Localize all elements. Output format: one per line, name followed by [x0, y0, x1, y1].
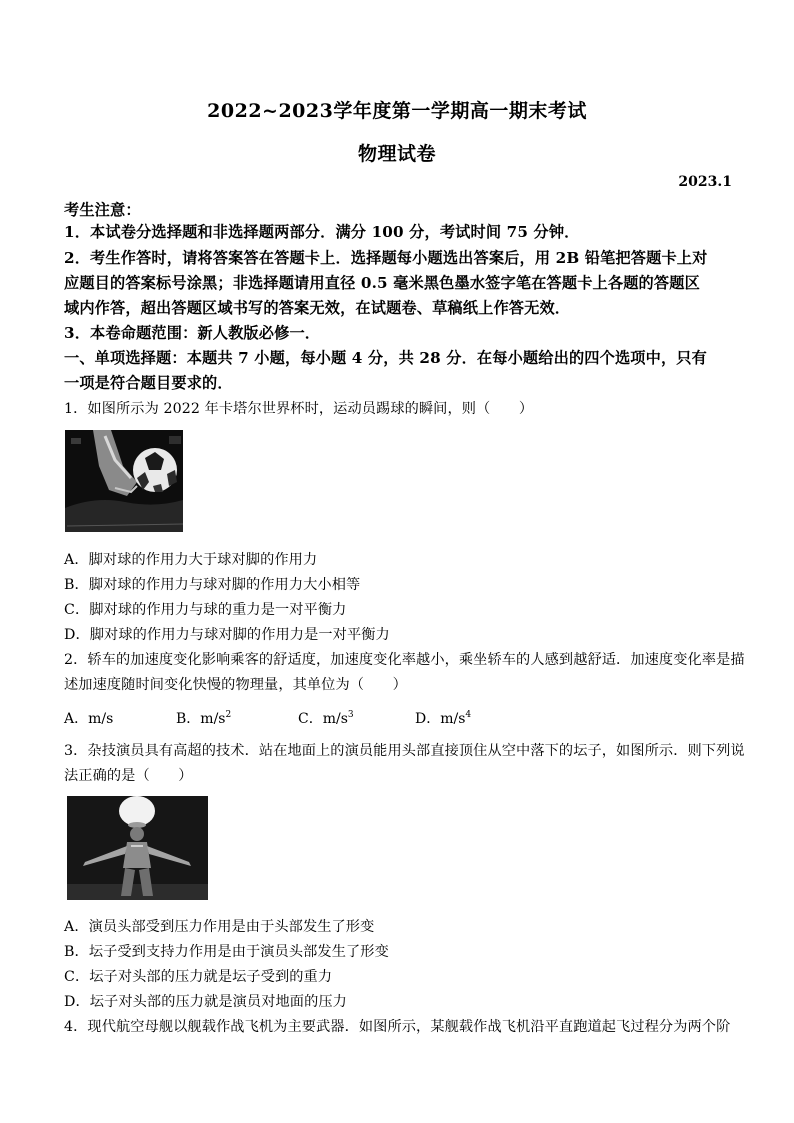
question-1-option-d: D．脚对球的作用力与球对脚的作用力是一对平衡力 [64, 627, 390, 643]
question-4-stem-line-1: 4．现代航空母舰以舰载作战飞机为主要武器．如图所示，某舰载作战飞机沿平直跑道起飞过程分为两个阶 [64, 1019, 731, 1035]
acrobat-jar-photo [67, 796, 208, 900]
question-2-stem-line-2: 述加速度随时间变化快慢的物理量，其单位为（ ） [64, 677, 407, 693]
question-2-options [64, 708, 544, 728]
question-2-option-c: C．$m/s^3$ [298, 710, 354, 727]
question-3-option-c: C．坛子对头部的压力就是坛子受到的重力 [64, 969, 333, 985]
question-2-option-b: B．$m/s^2$ [176, 710, 232, 727]
section-heading-line-2: 一项是符合题目要求的． [64, 374, 233, 392]
soccer-kick-photo [65, 430, 183, 532]
section-heading-line-1: 一、单项选择题：本题共 7 小题，每小题 4 分，共 28 分．在每小题给出的四个选项中，只有 [64, 349, 707, 367]
question-3-stem-line-2: 法正确的是（ ） [64, 768, 193, 784]
question-1-stem: 1．如图所示为 2022 年卡塔尔世界杯时，运动员踢球的瞬间，则（ ） [64, 401, 534, 417]
notice-item-1: 1．本试卷分选择题和非选择题两部分．满分 100 分，考试时间 75 分钟． [64, 223, 580, 241]
notice-item-2-line-3: 域内作答，超出答题区域书写的答案无效，在试题卷、草稿纸上作答无效． [64, 299, 571, 317]
question-2-option-d: D．$m/s^4$ [415, 710, 472, 727]
question-2-stem-line-1: 2．轿车的加速度变化影响乘客的舒适度，加速度变化率越小，乘坐轿车的人感到越舒适．加速度变化率是描 [64, 652, 745, 668]
notice-item-2-line-2: 应题目的答案标号涂黑；非选择题请用直径 0.5 毫米黑色墨水签字笔在答题卡上各题的答题区 [64, 274, 700, 292]
question-3-option-d: D．坛子对头部的压力就是演员对地面的压力 [64, 994, 347, 1010]
exam-date: 2023.1 [678, 174, 732, 190]
question-1-option-c: C．脚对球的作用力与球的重力是一对平衡力 [64, 602, 347, 618]
notice-heading: 考生注意： [64, 201, 141, 219]
notice-item-2-line-1: 2．考生作答时，请将答案答在答题卡上．选择题每小题选出答案后，用 2B 铅笔把答题卡上对 [64, 249, 708, 267]
exam-subtitle: 物理试卷 [357, 143, 436, 165]
question-3-stem-line-1: 3．杂技演员具有高超的技术．站在地面上的演员能用头部直接顶住从空中落下的坛子，如图所示．则下列说 [64, 743, 745, 759]
question-3-option-b: B．坛子受到支持力作用是由于演员头部发生了形变 [64, 944, 389, 960]
notice-item-3: 3．本卷命题范围：新人教版必修一． [64, 324, 321, 342]
question-1-option-b: B．脚对球的作用力与球对脚的作用力大小相等 [64, 577, 361, 593]
exam-title: 2022~2023学年度第一学期高一期末考试 [207, 100, 587, 122]
question-3-option-a: A．演员头部受到压力作用是由于头部发生了形变 [64, 919, 375, 935]
question-2-option-a: A．m/s [64, 711, 114, 727]
question-1-option-a: A．脚对球的作用力大于球对脚的作用力 [64, 552, 318, 568]
